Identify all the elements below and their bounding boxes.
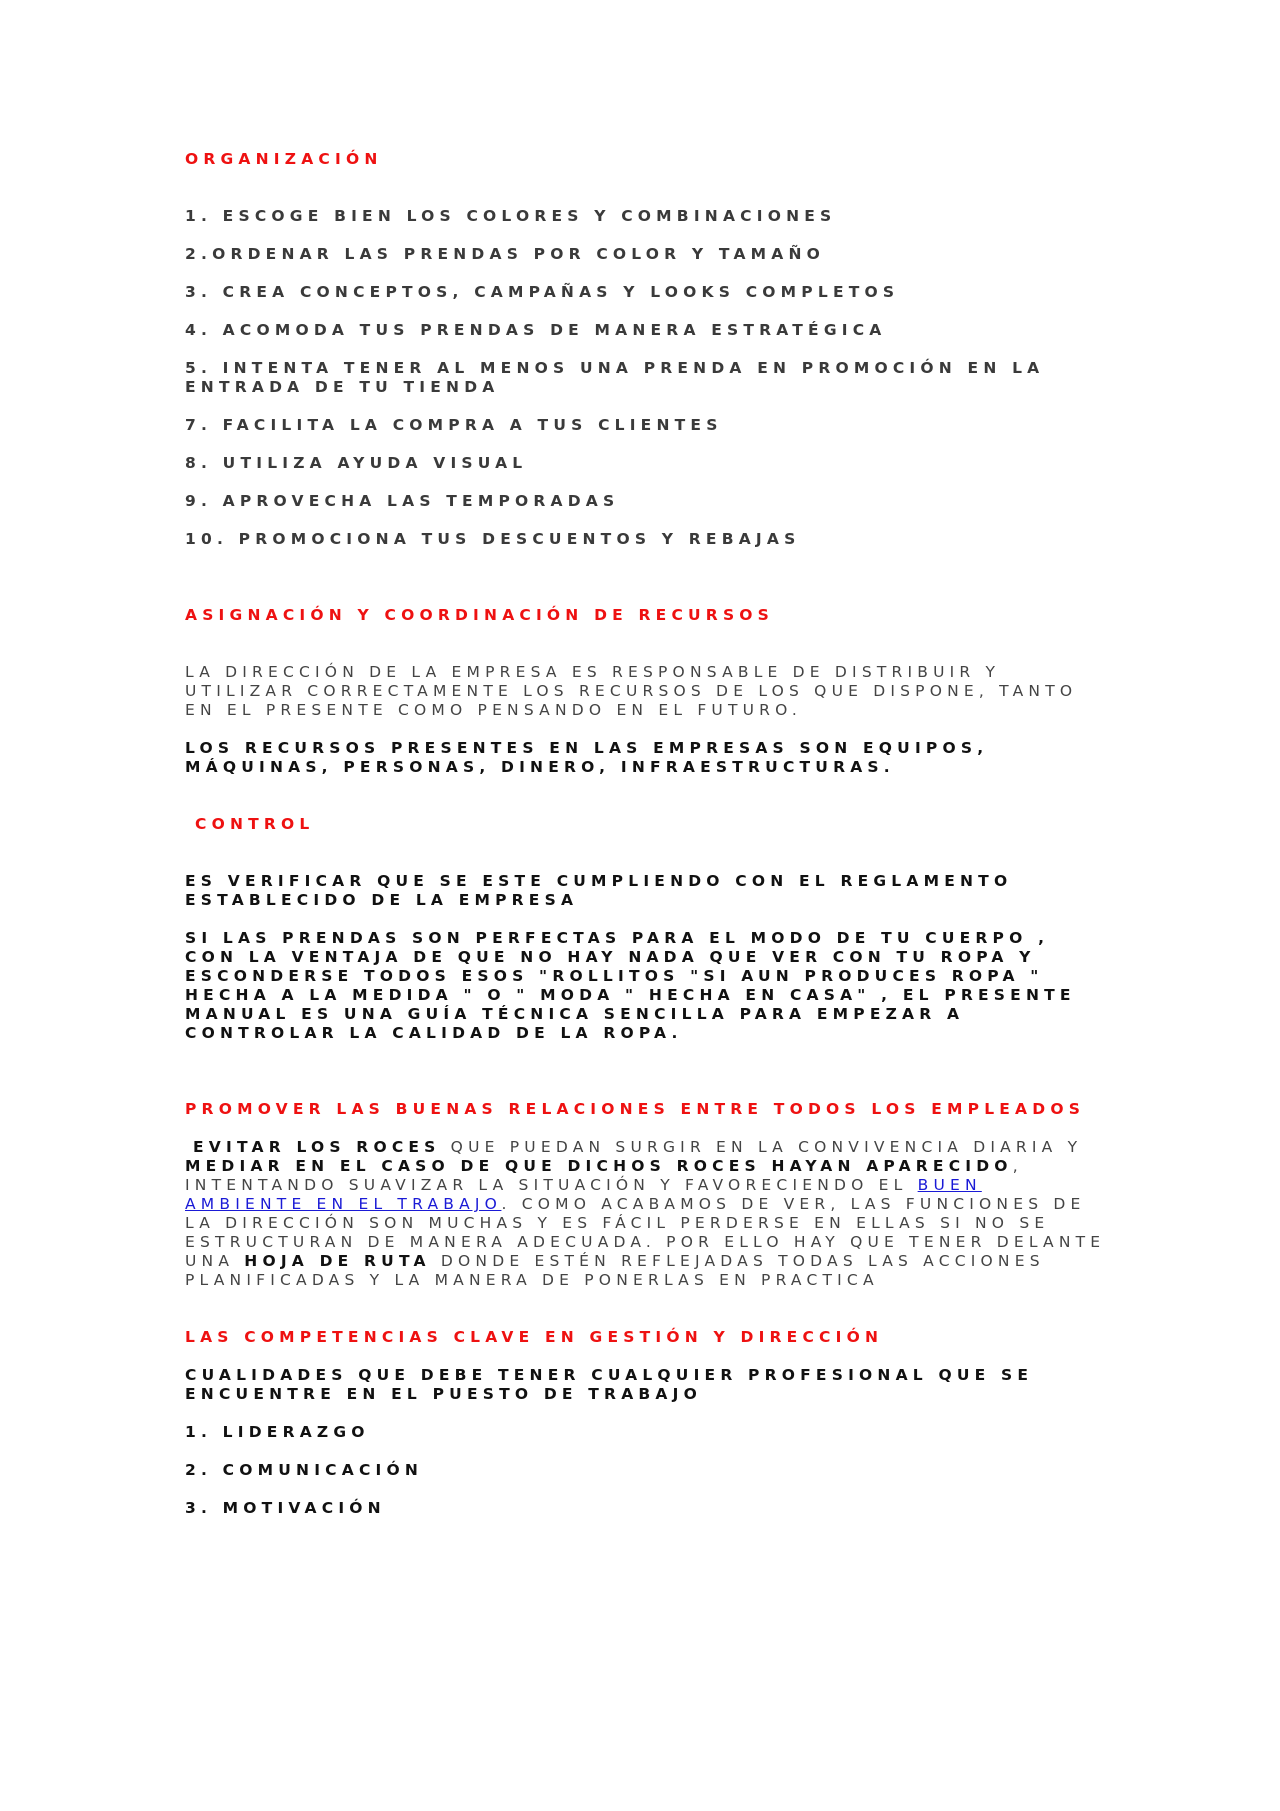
list-item: 2.ORDENAR LAS PRENDAS POR COLOR Y TAMAÑO: [185, 245, 826, 263]
list-item: 10. PROMOCIONA TUS DESCUENTOS Y REBAJAS: [185, 530, 801, 548]
document-page: [185, 150, 1110, 1537]
relaciones-bold-2: MEDIAR EN EL CASO DE QUE DICHOS ROCES HAYAN APARECIDO: [185, 1157, 1013, 1175]
list-item: 9. APROVECHA LAS TEMPORADAS: [185, 492, 620, 510]
heading-organizacion: ORGANIZACIÓN: [185, 150, 383, 168]
relaciones-text-4: DONDE ESTÉN REFLEJADAS TODAS LAS ACCIONES PLANIFICADAS Y LA MANERA DE PONERLAS EN PRACTICA: [185, 1252, 1045, 1289]
list-item: 7. FACILITA LA COMPRA A TUS CLIENTES: [185, 416, 723, 434]
buen-ambiente-link[interactable]: BUEN AMBIENTE EN EL TRABAJO: [185, 1176, 982, 1213]
list-item: 1. LIDERAZGO: [185, 1423, 370, 1441]
list-item: 1. ESCOGE BIEN LOS COLORES Y COMBINACIONES: [185, 207, 837, 225]
list-item: 3. MOTIVACIÓN: [185, 1499, 386, 1517]
list-item: 4. ACOMODA TUS PRENDAS DE MANERA ESTRATÉGICA: [185, 321, 887, 339]
relaciones-bold-3: HOJA DE RUTA: [244, 1252, 431, 1270]
list-item: 3. CREA CONCEPTOS, CAMPAÑAS Y LOOKS COMPLETOS: [185, 283, 900, 301]
heading-control: CONTROL: [195, 815, 315, 833]
list-item: 8. UTILIZA AYUDA VISUAL: [185, 454, 528, 472]
relaciones-text-1: QUE PUEDAN SURGIR EN LA CONVIVENCIA DIARIA Y: [440, 1138, 1083, 1156]
heading-competencias: LAS COMPETENCIAS CLAVE EN GESTIÓN Y DIRECCIÓN: [185, 1328, 884, 1346]
organizacion-list: [185, 207, 1110, 549]
control-paragraph-2: SI LAS PRENDAS SON PERFECTAS PARA EL MODO DE TU CUERPO , CON LA VENTAJA DE QUE NO HAY NADA QUE VER CON TU ROPA Y ESCONDERSE TODOS ESOS "ROLLITOS "SI AUN PRODUCES ROPA " HECHA A LA MEDIDA " O " MODA " HECHA EN CASA" , EL PRESENTE MANUAL ES UNA GUÍA TÉCNICA SENCILLA PARA EMPEZAR A CONTROLAR LA CALIDAD DE LA ROPA.: [185, 929, 1076, 1042]
heading-relaciones: PROMOVER LAS BUENAS RELACIONES ENTRE TODOS LOS EMPLEADOS: [185, 1100, 1086, 1118]
asignacion-bold-paragraph: LOS RECURSOS PRESENTES EN LAS EMPRESAS SON EQUIPOS, MÁQUINAS, PERSONAS, DINERO, INFRAESTRUCTURAS.: [185, 739, 989, 776]
asignacion-paragraph: LA DIRECCIÓN DE LA EMPRESA ES RESPONSABLE DE DISTRIBUIR Y UTILIZAR CORRECTAMENTE LOS RECURSOS DE LOS QUE DISPONE, TANTO EN EL PRESENTE COMO PENSANDO EN EL FUTURO.: [185, 663, 1078, 719]
control-paragraph-1: ES VERIFICAR QUE SE ESTE CUMPLIENDO CON EL REGLAMENTO ESTABLECIDO DE LA EMPRESA: [185, 872, 1013, 909]
list-item: 5. INTENTA TENER AL MENOS UNA PRENDA EN PROMOCIÓN EN LA ENTRADA DE TU TIENDA: [185, 359, 1045, 396]
competencias-intro: CUALIDADES QUE DEBE TENER CUALQUIER PROFESIONAL QUE SE ENCUENTRE EN EL PUESTO DE TRABAJO: [185, 1366, 1034, 1403]
relaciones-bold-1: EVITAR LOS ROCES: [193, 1138, 441, 1156]
heading-asignacion: ASIGNACIÓN Y COORDINACIÓN DE RECURSOS: [185, 606, 775, 624]
relaciones-text-3: . COMO ACABAMOS DE VER, LAS FUNCIONES DE LA DIRECCIÓN SON MUCHAS Y ES FÁCIL PERDERSE EN ELLAS SI NO SE ESTRUCTURAN DE MANERA ADECUADA. POR ELLO HAY QUE TENER DELANTE UNA: [185, 1195, 1106, 1270]
relaciones-paragraph: [185, 1138, 1110, 1290]
list-item: 2. COMUNICACIÓN: [185, 1461, 424, 1479]
relaciones-text-2: , INTENTANDO SUAVIZAR LA SITUACIÓN Y FAVORECIENDO EL: [185, 1157, 1023, 1194]
competencias-list: [185, 1423, 1110, 1518]
